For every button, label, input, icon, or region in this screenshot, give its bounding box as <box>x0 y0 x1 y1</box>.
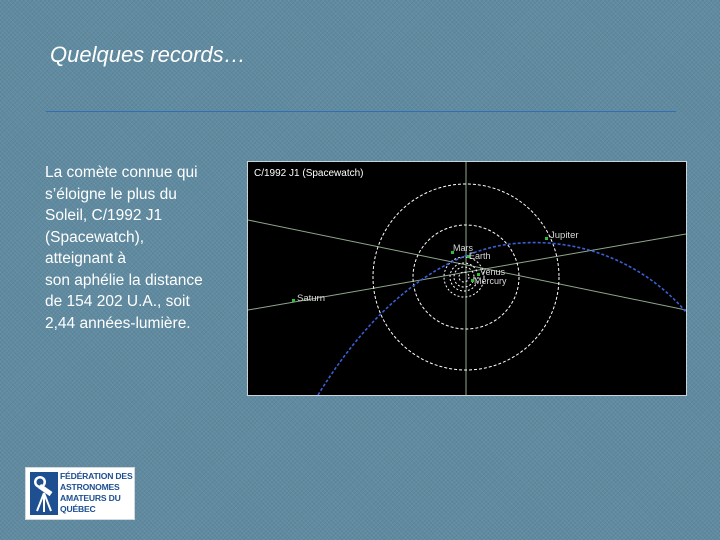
body-line: La comète connue qui <box>45 164 198 181</box>
title-divider <box>46 111 676 112</box>
logo-line: AMATEURS DU <box>60 493 121 503</box>
jupiter-label: Jupiter <box>550 230 579 241</box>
saturn-marker <box>292 299 295 302</box>
body-line: s’éloigne le plus du <box>45 185 177 203</box>
slide-title: Quelques records… <box>50 42 246 67</box>
orbit-diagram <box>247 161 687 396</box>
venus-orbit <box>454 267 474 287</box>
body-line: de 154 202 U.A., soit <box>45 293 190 310</box>
saturn-label: Saturn <box>297 293 325 304</box>
mars-label: Mars <box>453 243 473 253</box>
logo-line: QUÉBEC <box>60 504 96 514</box>
body-line: son aphélie la distance <box>45 271 203 289</box>
body-line: 2,44 années-lumière. <box>45 314 191 332</box>
body-line: atteignant à <box>45 250 127 267</box>
jupiter-marker <box>545 237 548 240</box>
logo-line: ASTRONOMES <box>60 482 120 492</box>
figure-title: C/1992 J1 (Spacewatch) <box>254 168 364 179</box>
telescope-icon <box>29 471 59 516</box>
earth-label: Earth <box>469 251 491 261</box>
federation-logo <box>25 467 135 520</box>
venus-label: Venus <box>480 267 506 277</box>
body-line: (Spacewatch), <box>45 228 145 246</box>
logo-text <box>60 471 132 515</box>
logo-line: FÉDÉRATION DES <box>60 471 133 481</box>
body-line: Soleil, C/1992 J1 <box>45 207 163 224</box>
body-text <box>45 162 240 334</box>
mercury-label: Mercury <box>474 276 507 286</box>
